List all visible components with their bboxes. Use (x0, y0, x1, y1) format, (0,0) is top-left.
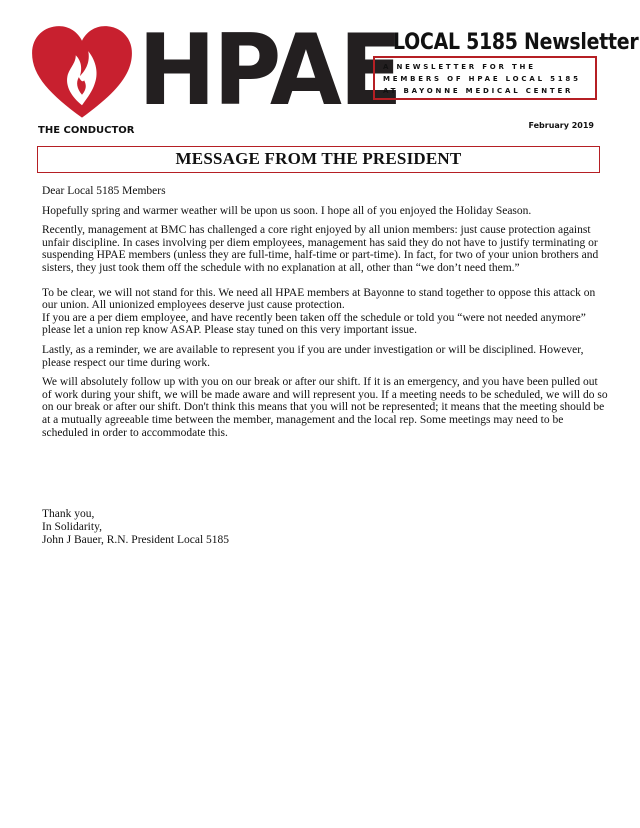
paragraph: Hopefully spring and warmer weather will be upon us soon. I hope all of you enjoyed the Holiday Season. (42, 204, 532, 217)
salutation: Dear Local 5185 Members (42, 185, 166, 197)
tagline-box (373, 56, 597, 100)
tagline-line-2: MEMBERS OF HPAE LOCAL 5185 (383, 75, 581, 83)
paragraph: We will absolutely follow up with you on our break or after our shift. If it is an emergency, and you have been pulled out of work during your shift, we will be made aware and will represent you. If a meeting needs to be scheduled, we will do so on our break or after our shift. Don't think this means that you will not be represented; it means that the meeting should be at a mutually agreeable time between the member, management and the local rep. Some meetings may need to be scheduled in order to accommodate this. (42, 376, 608, 439)
paragraph: If you are a per diem employee, and have recently been taken off the schedule or told you “were not needed anymore” please let a union rep know ASAP. Please stay tuned on this very important issue. (42, 311, 586, 337)
tagline-line-3: AT BAYONNE MEDICAL CENTER (383, 87, 574, 95)
signature: John J Bauer, R.N. President Local 5185 (42, 534, 230, 546)
section-name: THE CONDUCTOR (38, 125, 135, 136)
hpae-wordmark: HPAE (138, 14, 400, 128)
paragraph: To be clear, we will not stand for this. We need all HPAE members at Bayonne to stand together to oppose this attack on our union. All unionized employees deserve just cause protection. (42, 286, 596, 312)
paragraph: Lastly, as a reminder, we are available to represent you if you are under investigation or will be disciplined. However, please respect our time during work. (42, 343, 584, 369)
article-body (42, 185, 608, 446)
article-title-box (37, 146, 600, 173)
issue-date: February 2019 (528, 121, 594, 130)
tagline-line-1: A NEWSLETTER FOR THE (383, 63, 536, 71)
article-title: MESSAGE FROM THE PRESIDENT (175, 149, 462, 168)
closing-2: In Solidarity, (42, 521, 102, 533)
paragraph: Recently, management at BMC has challenged a core right enjoyed by all union members: just cause protection against unfair discipline. In cases involving per diem employees, management has said they do not have to justify terminating or suspending HPAE members (unless they are full-time, half-time or part-time). In fact, for two of your union brothers and sisters, they just took them off the schedule with no explanation at all, other than “we don’t need them.” (42, 224, 599, 274)
signoff (42, 508, 229, 547)
heart-flame-icon (30, 22, 134, 126)
closing: Thank you, (42, 508, 95, 520)
newsletter-title: LOCAL 5185 Newsletter (393, 30, 639, 55)
